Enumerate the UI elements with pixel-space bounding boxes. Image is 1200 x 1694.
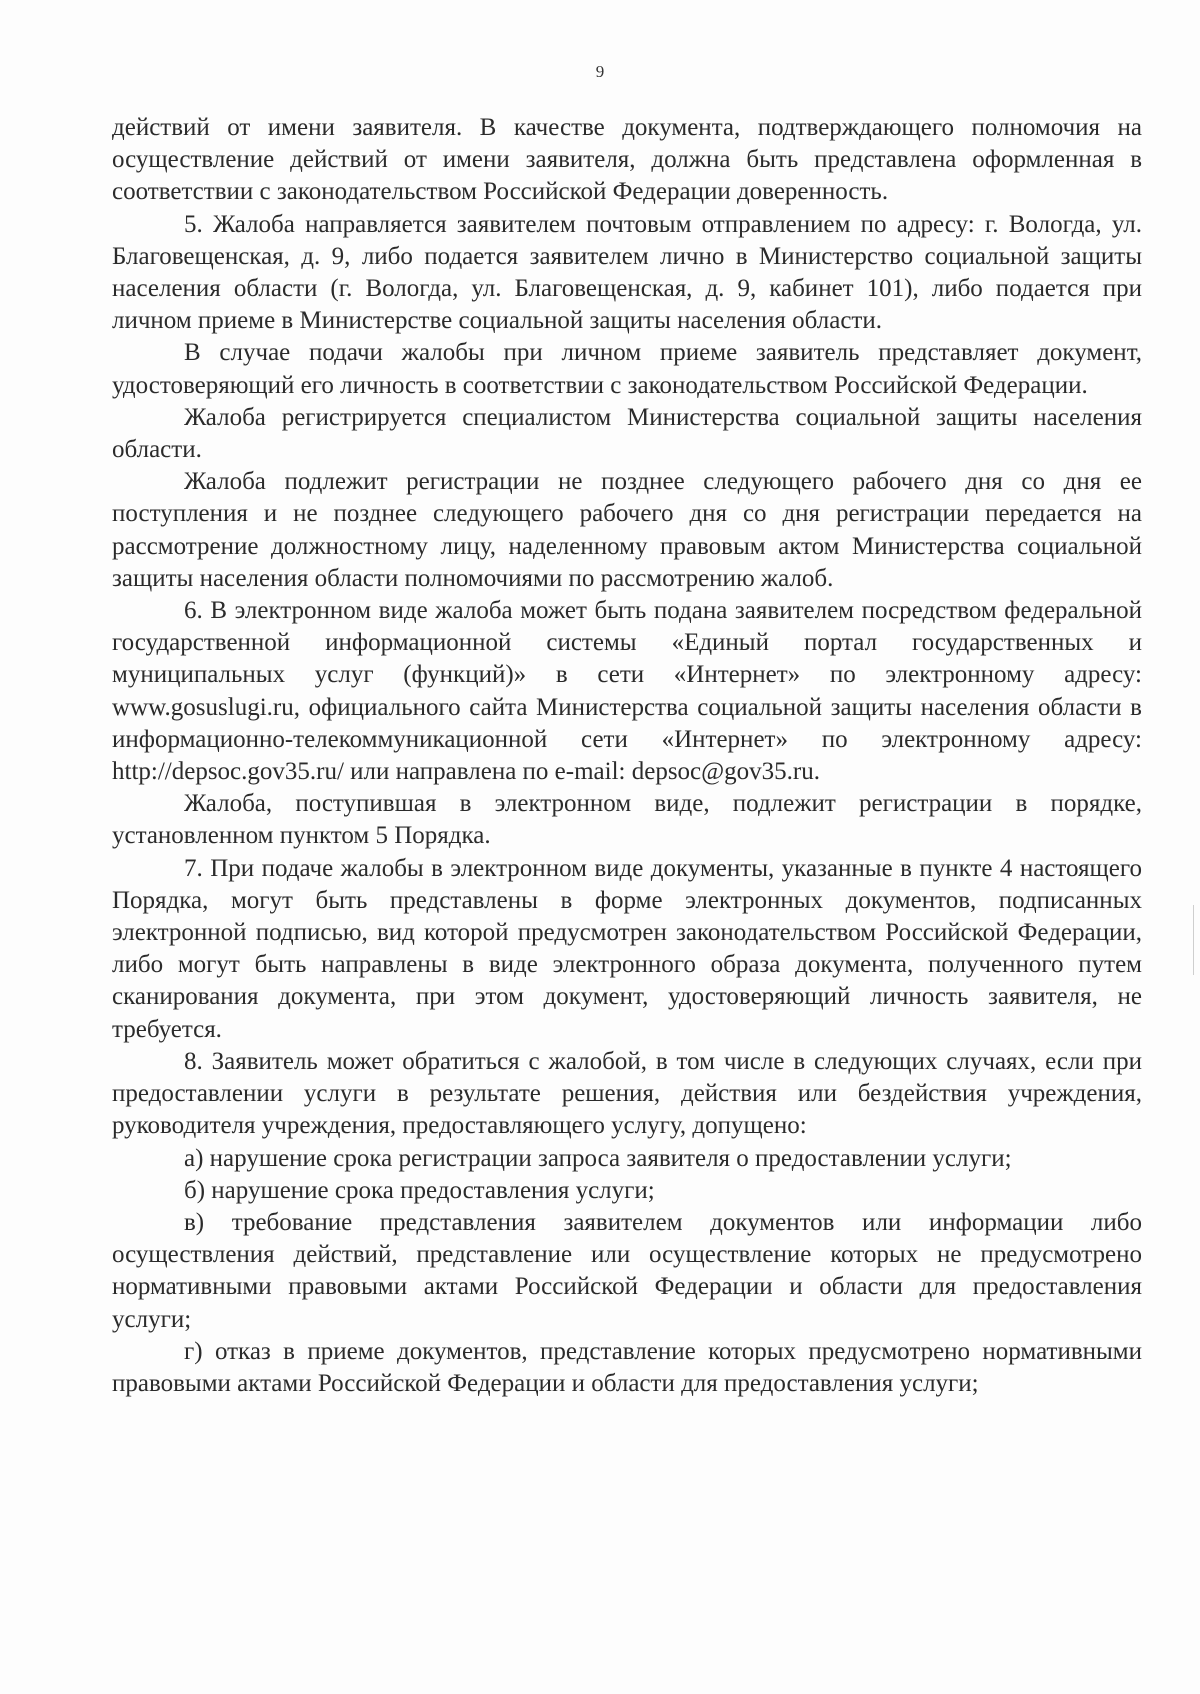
paragraph-item-8b: б) нарушение срока предоставления услуги; bbox=[184, 1176, 655, 1204]
paragraph-item-5: 5. Жалоба направляется заявителем почтовым отправлением по адресу: г. Вологда, ул. Благовещенская, д. 9, либо подается заявителем лично в Министерство социальной защиты населения области (г. Вологда, ул. Благовещенская, д. 9, кабинет 101), либо подается при личном приеме в Министерстве социальной защиты населения области. bbox=[112, 210, 1142, 335]
paragraph-item-6: 6. В электронном виде жалоба может быть подана заявителем посредством федеральной государственной информационной системы «Единый портал государственных и муниципальных услуг (функций)» в сети «Интернет» по электронному адресу: www.gosuslugi.ru, официального сайта Министерства социальной защиты населения области в информационно-телекоммуникационной сети «Интернет» по электронному адресу: http://depsoc.gov35.ru/ или направлена по e-mail: depsoc@gov35.ru. bbox=[112, 597, 1142, 786]
paragraph-continuation: действий от имени заявителя. В качестве документа, подтверждающего полномочия на осуществление действий от имени заявителя, должна быть представлена оформленная в соответствии с законодательством Российской Федерации доверенность. bbox=[112, 114, 1142, 206]
document-body bbox=[112, 112, 1142, 1400]
paragraph-registration: Жалоба регистрируется специалистом Министерства социальной защиты населения области. bbox=[112, 403, 1142, 464]
paragraph-item-7: 7. При подаче жалобы в электронном виде документы, указанные в пункте 4 настоящего Порядка, могут быть представлены в форме электронных документов, подписанных электронной подписью, вид которой предусмотрен законодательством Российской Федерации, либо могут быть направлены в виде электронного образа документа, полученного путем сканирования документа, при этом документ, удостоверяющий личность заявителя, не требуется. bbox=[112, 854, 1142, 1043]
paragraph-electronic-registration: Жалоба, поступившая в электронном виде, подлежит регистрации в порядке, установленном пунктом 5 Порядка. bbox=[112, 790, 1142, 850]
paragraph-item-8: 8. Заявитель может обратиться с жалобой, в том числе в следующих случаях, если при предоставлении услуги в результате решения, действия или бездействия учреждения, руководителя учреждения, предоставляющего услугу, допущено: bbox=[112, 1047, 1142, 1140]
paragraph-personal-reception: В случае подачи жалобы при личном приеме заявитель представляет документ, удостоверяющий его личность в соответствии с законодательством Российской Федерации. bbox=[112, 339, 1142, 399]
paragraph-item-8v: в) требование представления заявителем документов или информации либо осуществления действий, представление или осуществление которых не предусмотрено нормативными правовыми актами Российской Федерации и области для предоставления услуги; bbox=[112, 1208, 1142, 1333]
paragraph-item-8a: а) нарушение срока регистрации запроса заявителя о предоставлении услуги; bbox=[184, 1144, 1012, 1172]
paragraph-registration-deadline: Жалоба подлежит регистрации не позднее следующего рабочего дня со дня ее поступления и не позднее следующего рабочего дня со дня регистрации передается на рассмотрение должностному лицу, наделенному правовым актом Министерства социальной защиты населения области полномочиями по рассмотрению жалоб. bbox=[112, 468, 1142, 592]
page-number: 9 bbox=[595, 62, 605, 81]
scan-edge-mark bbox=[1193, 905, 1194, 975]
paragraph-item-8g: г) отказ в приеме документов, представление которых предусмотрено нормативными правовыми актами Российской Федерации и области для предоставления услуги; bbox=[112, 1337, 1142, 1397]
